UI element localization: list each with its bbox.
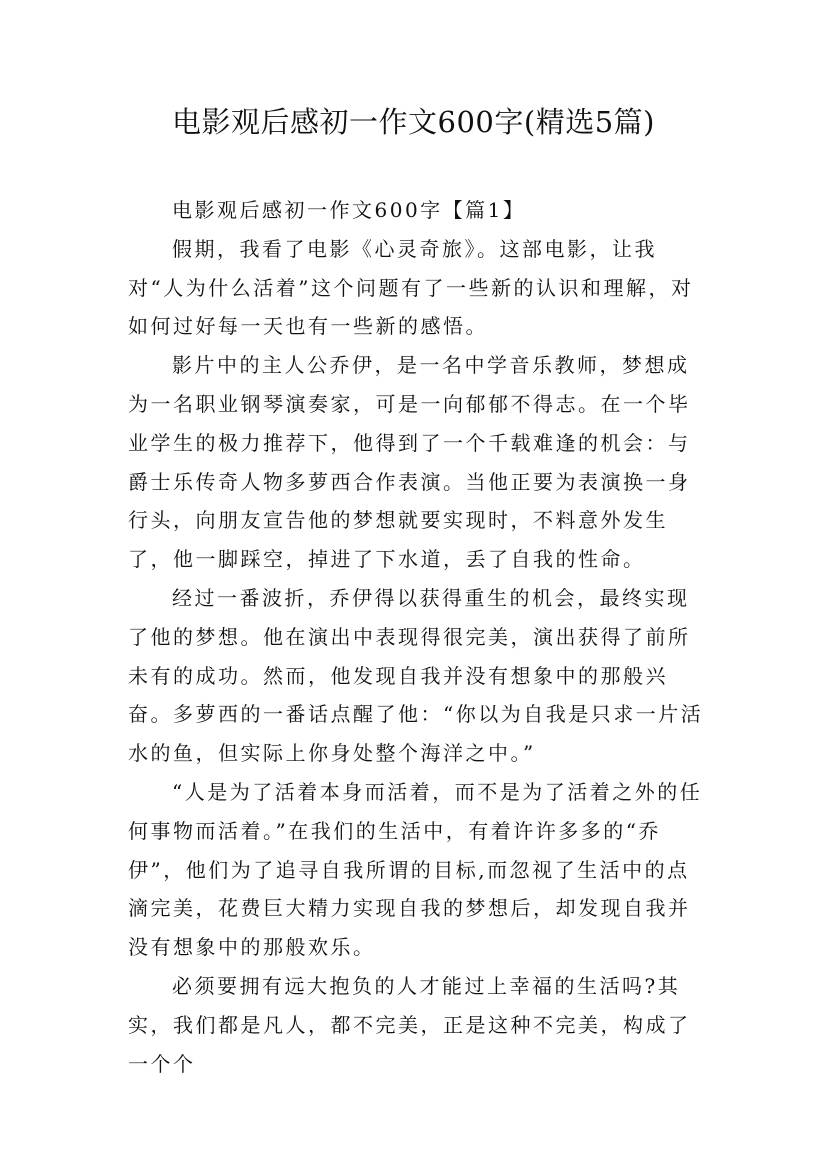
paragraph: 必须要拥有远大抱负的人才能过上幸福的生活吗?其实，我们都是凡人，都不完美，正是这种不完美，构成了一个个 [128,973,691,1076]
paragraph: 影片中的主人公乔伊，是一名中学音乐教师，梦想成为一名职业钢琴演奏家，可是一向郁郁不得志。在一个毕业学生的极力推荐下，他得到了一个千载难逢的机会：与爵士乐传奇人物多萝西合作表演。当他正要为表演换一身行头，向朋友宣告他的梦想就要实现时，不料意外发生了，他一脚踩空，掉进了下水道，丢了自我的性命。 [128,353,691,572]
document-body [128,191,708,1083]
section-heading: 电影观后感初一作文600字【篇1】 [172,198,526,222]
document-title: 电影观后感初一作文600字(精选5篇) [172,105,655,139]
paragraph: 假期，我看了电影《心灵奇旅》。这部电影，让我对“人为什么活着”这个问题有了一些新的认识和理解，对如何过好每一天也有一些新的感悟。 [128,236,694,339]
paragraph: 经过一番波折，乔伊得以获得重生的机会，最终实现了他的梦想。他在演出中表现得很完美，演出获得了前所未有的成功。然而，他发现自我并没有想象中的那般兴奋。多萝西的一番话点醒了他：“你以为自我是只求一片活水的鱼，但实际上你身处整个海洋之中。” [128,585,704,766]
paragraph: “人是为了活着本身而活着，而不是为了活着之外的任何事物而活着。”在我们的生活中，有着许许多多的“乔伊”，他们为了追寻自我所谓的目标,而忽视了生活中的点滴完美，花费巨大精力实现自我的梦想后，却发现自我并没有想象中的那般欢乐。 [128,779,703,960]
